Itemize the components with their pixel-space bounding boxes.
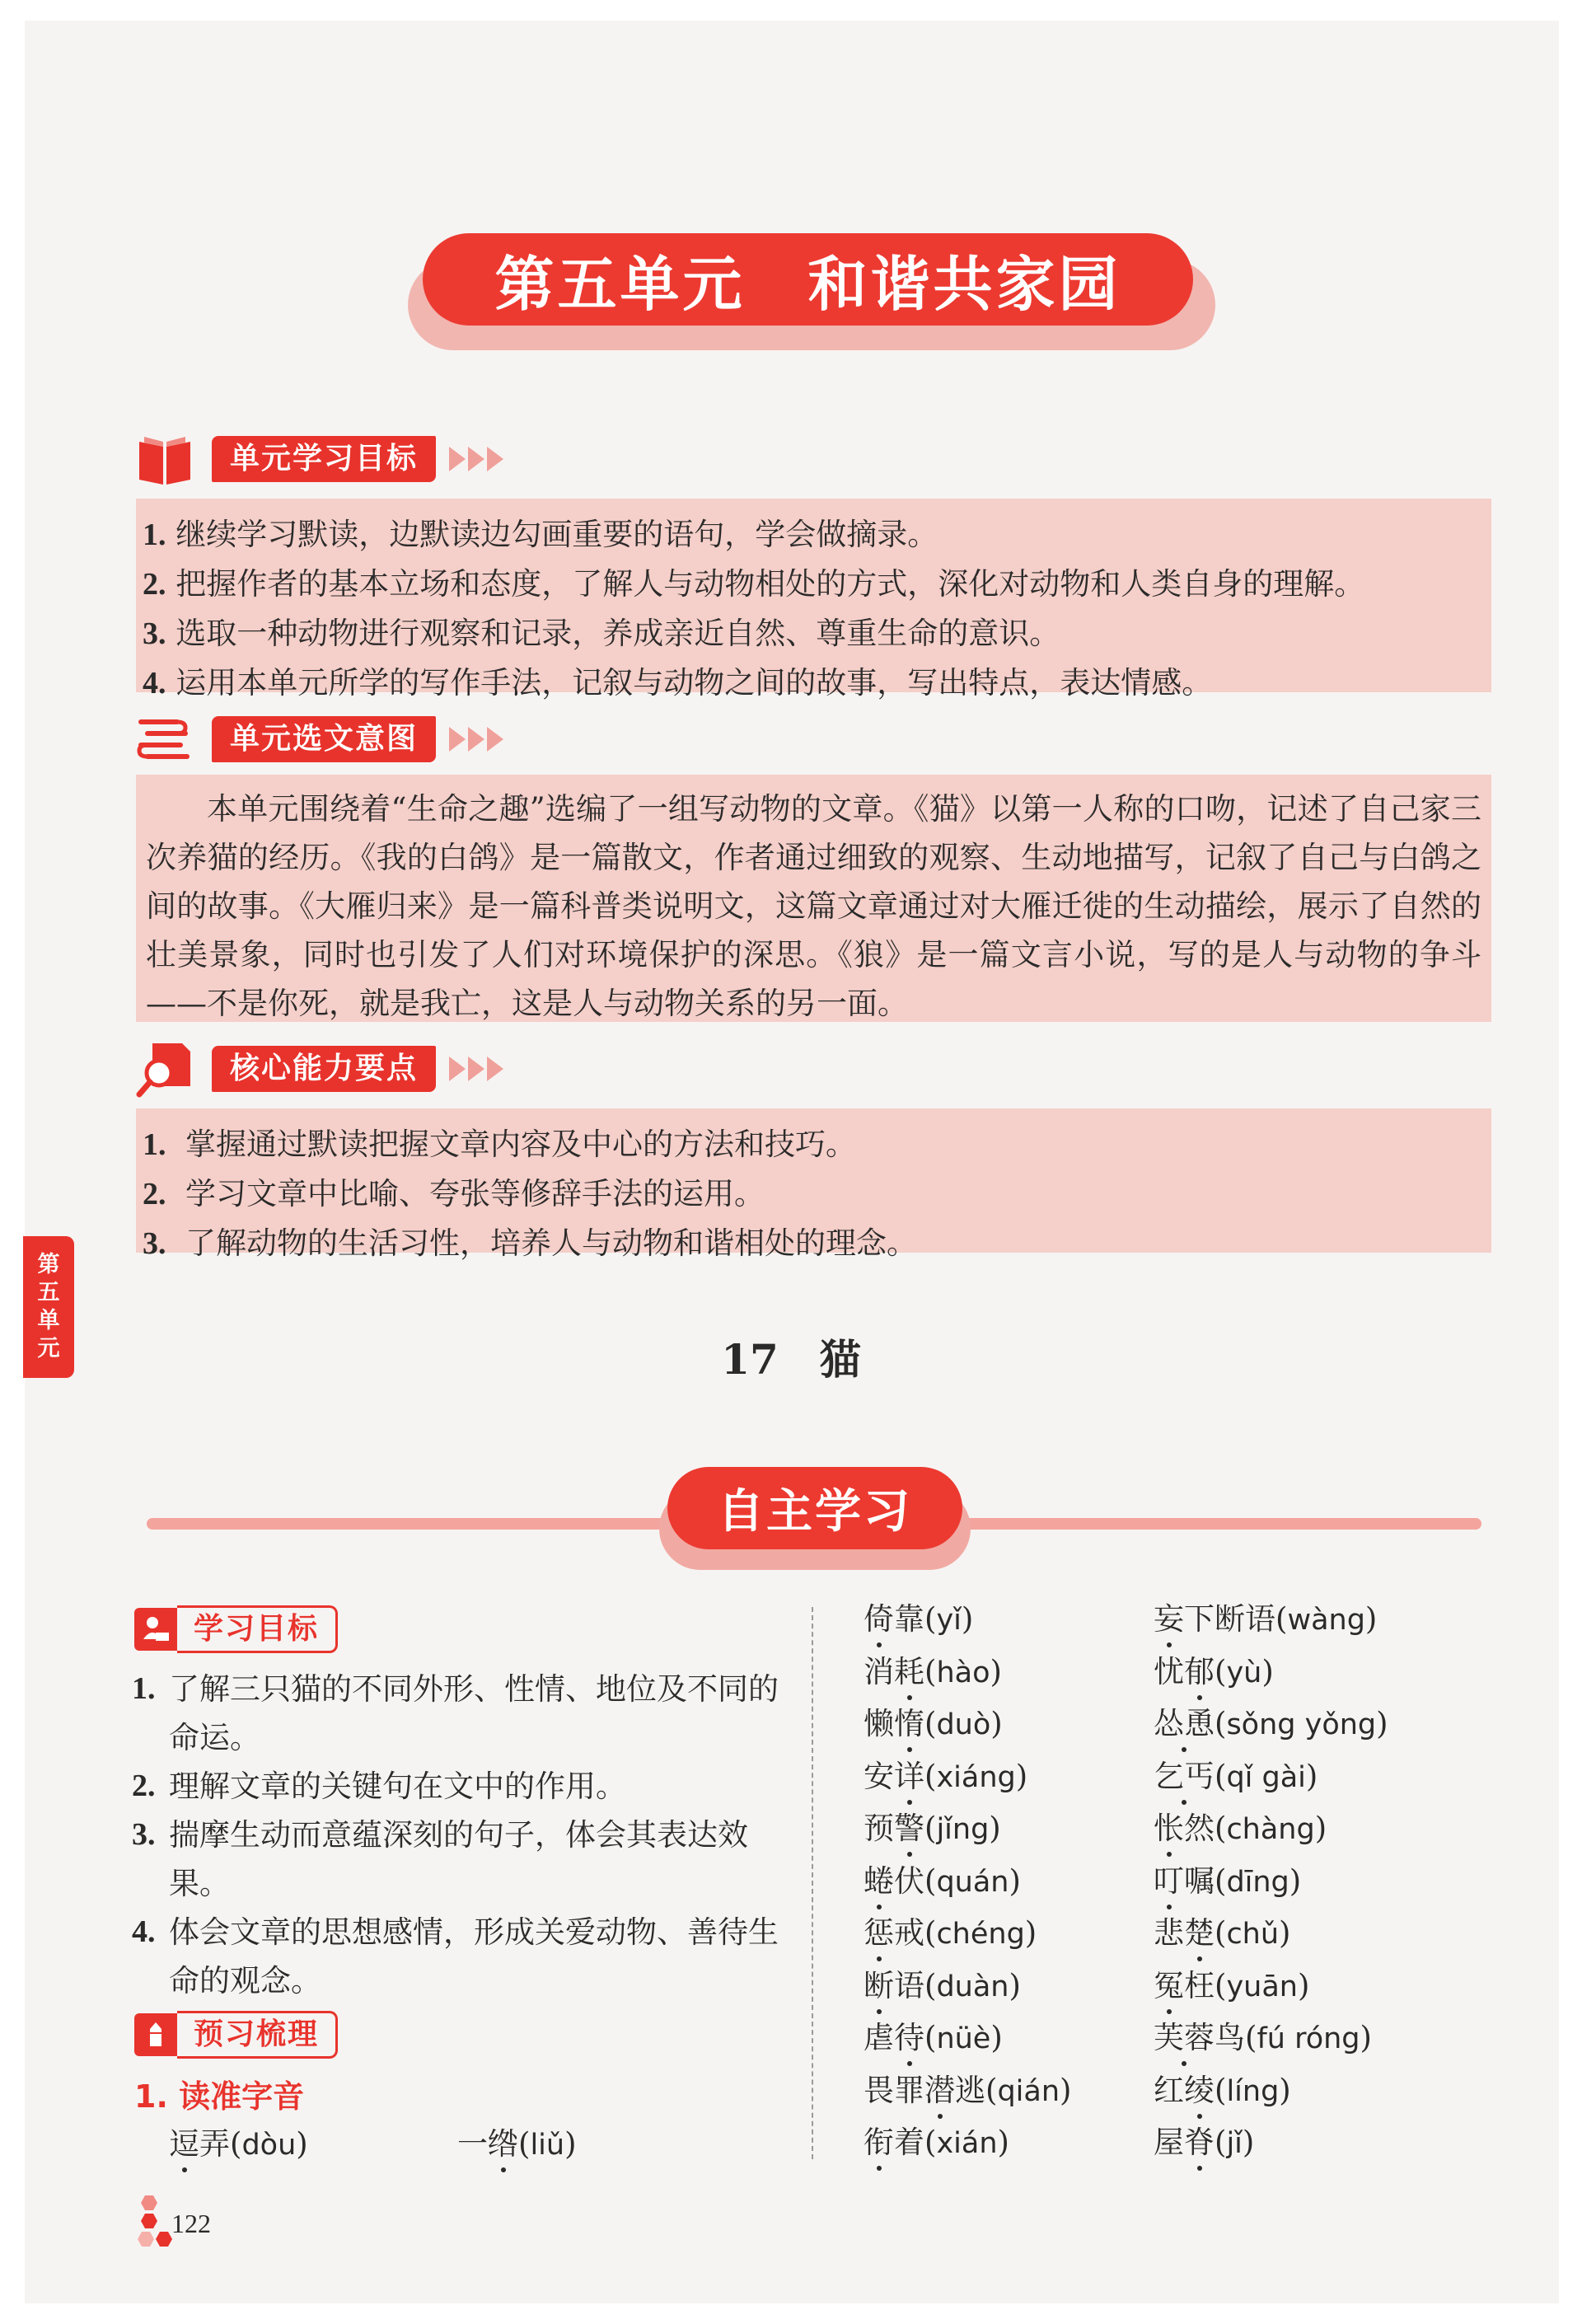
unit-title: 第五单元 和谐共家园 bbox=[494, 250, 1121, 319]
unit-goal-item: 1. 继续学习默读，边默读边勾画重要的语句，学会做摘录。 bbox=[143, 517, 938, 552]
hexagon-decoration bbox=[137, 2195, 176, 2261]
vocab-item: 预警(jǐng) bbox=[864, 1811, 1001, 1846]
vocab-item: 虐待(nüè) bbox=[864, 2020, 1003, 2055]
unit-intent-header bbox=[136, 710, 506, 768]
core-point-item: 3. 了解动物的生活习性，培养人与动物和谐相处的理念。 bbox=[143, 1225, 918, 1261]
vocab-item: 断语(duàn) bbox=[864, 1967, 1021, 2003]
vocab-item: 叮嘱(dīng) bbox=[1154, 1862, 1302, 1899]
self-study-banner bbox=[667, 1467, 962, 1549]
reader-icon bbox=[134, 1608, 177, 1651]
vocab-item: 红绫(líng) bbox=[1154, 2072, 1291, 2108]
scroll-lines-icon bbox=[136, 710, 194, 768]
open-book-icon bbox=[136, 430, 194, 488]
preview-header bbox=[134, 2011, 338, 2059]
learning-goal-item: 1. 了解三只猫的不同外形、性情、地位及不同的命运。 bbox=[132, 1671, 779, 1755]
vocab-item: 怅然(chàng) bbox=[1154, 1811, 1327, 1846]
read-pronunciation-heading: 1. 读准字音 bbox=[134, 2078, 305, 2115]
self-study-title: 自主学习 bbox=[718, 1485, 912, 1539]
magnifier-icon bbox=[136, 1040, 194, 1098]
learning-goal-item: 3. 揣摩生动而意蕴深刻的句子，体会其表达效果。 bbox=[132, 1817, 748, 1901]
unit-goal-item: 4. 运用本单元所学的写作手法，记叙与动物之间的故事，写出特点，表达情感。 bbox=[143, 665, 1213, 700]
arrows-decoration bbox=[449, 727, 506, 752]
vocab-item: 一绺(liǔ) bbox=[457, 2126, 577, 2162]
vocab-item: 悲楚(chǔ) bbox=[1154, 1915, 1291, 1951]
unit-intent-text: 本单元围绕着“生命之趣”选编了一组写动物的文章。《猫》以第一人称的口吻，记述了自己家三次养猫的经历。《我的白鸽》是一篇散文，作者通过细致的观察、生动地描写，记叙了自己与白鸽之间的故事。《大雁归来》是一篇科普类说明文，这篇文章通过对大雁迁徙的生动描绘，展示了自然的壮美景象，同时也引发了人们对环境保护的深思。《狼》是一篇文言小说，写的是人与动物的争斗——不是你死，就是我亡，这是人与动物关系的另一面。 bbox=[146, 791, 1481, 1021]
arrows-decoration bbox=[449, 447, 506, 471]
learning-goal-item: 2. 理解文章的关键句在文中的作用。 bbox=[132, 1769, 626, 1804]
unit-goal-item: 3. 选取一种动物进行观察和记录，养成亲近自然、尊重生命的意识。 bbox=[143, 616, 1060, 651]
core-point-item: 2. 学习文章中比喻、夸张等修辞手法的运用。 bbox=[143, 1176, 765, 1211]
vocab-item: 芙蓉鸟(fú róng) bbox=[1154, 2020, 1372, 2055]
learning-goals-label: 学习目标 bbox=[177, 1605, 338, 1653]
lesson-title: 17 猫 bbox=[721, 1335, 861, 1384]
vocab-item: 屋脊(jǐ) bbox=[1154, 2125, 1255, 2160]
arrows-decoration bbox=[449, 1057, 506, 1081]
unit-goals-header bbox=[136, 430, 506, 488]
unit-intent-label: 单元选文意图 bbox=[212, 716, 436, 762]
learning-goals-header bbox=[134, 1605, 338, 1653]
vocab-item: 忧郁(yù) bbox=[1154, 1653, 1274, 1689]
vocab-item: 倚靠(yǐ) bbox=[864, 1601, 974, 1637]
unit-title-banner bbox=[423, 233, 1193, 326]
unit-goals-box bbox=[136, 499, 1491, 700]
core-points-label: 核心能力要点 bbox=[212, 1046, 436, 1092]
learning-goal-item: 4. 体会文章的思想感情，形成关爱动物、善待生命的观念。 bbox=[132, 1914, 779, 1998]
vocab-item: 安详(xiáng) bbox=[864, 1758, 1028, 1794]
vocab-item: 冤枉(yuān) bbox=[1154, 1967, 1310, 2003]
vocab-item: 懒惰(duò) bbox=[864, 1706, 1003, 1741]
core-points-box bbox=[136, 1108, 1491, 1261]
column-divider bbox=[812, 1607, 813, 2159]
side-tab-text: 第五单元 bbox=[37, 1252, 60, 1361]
vocab-item: 妄下断语(wàng) bbox=[1154, 1601, 1378, 1637]
vocab-item: 蜷伏(quán) bbox=[864, 1862, 1021, 1899]
core-point-item: 1. 掌握通过默读把握文章内容及中心的方法和技巧。 bbox=[143, 1127, 857, 1162]
learning-goals-list bbox=[132, 1665, 791, 2005]
vocab-item: 怂恿(sǒng yǒng) bbox=[1154, 1706, 1388, 1741]
core-points-header bbox=[136, 1040, 506, 1098]
vocab-item: 消耗(hào) bbox=[864, 1653, 1002, 1689]
vocab-item: 惩戒(chéng) bbox=[864, 1915, 1037, 1951]
vocab-item: 畏罪潜逃(qián) bbox=[864, 2072, 1072, 2108]
page-number: 122 bbox=[171, 2209, 211, 2238]
unit-goals-label: 单元学习目标 bbox=[212, 436, 436, 482]
vocab-item: 逗弄(dòu) bbox=[169, 2126, 308, 2162]
unit-goal-item: 2. 把握作者的基本立场和态度，了解人与动物相处的方式，深化对动物和人类自身的理解。 bbox=[143, 566, 1365, 602]
preview-label: 预习梳理 bbox=[177, 2011, 338, 2059]
unit-intent-box bbox=[136, 775, 1491, 1022]
pencil-icon bbox=[134, 2013, 177, 2056]
vocab-item: 乞丐(qǐ gài) bbox=[1154, 1758, 1318, 1794]
vocab-item: 衔着(xián) bbox=[864, 2125, 1009, 2160]
